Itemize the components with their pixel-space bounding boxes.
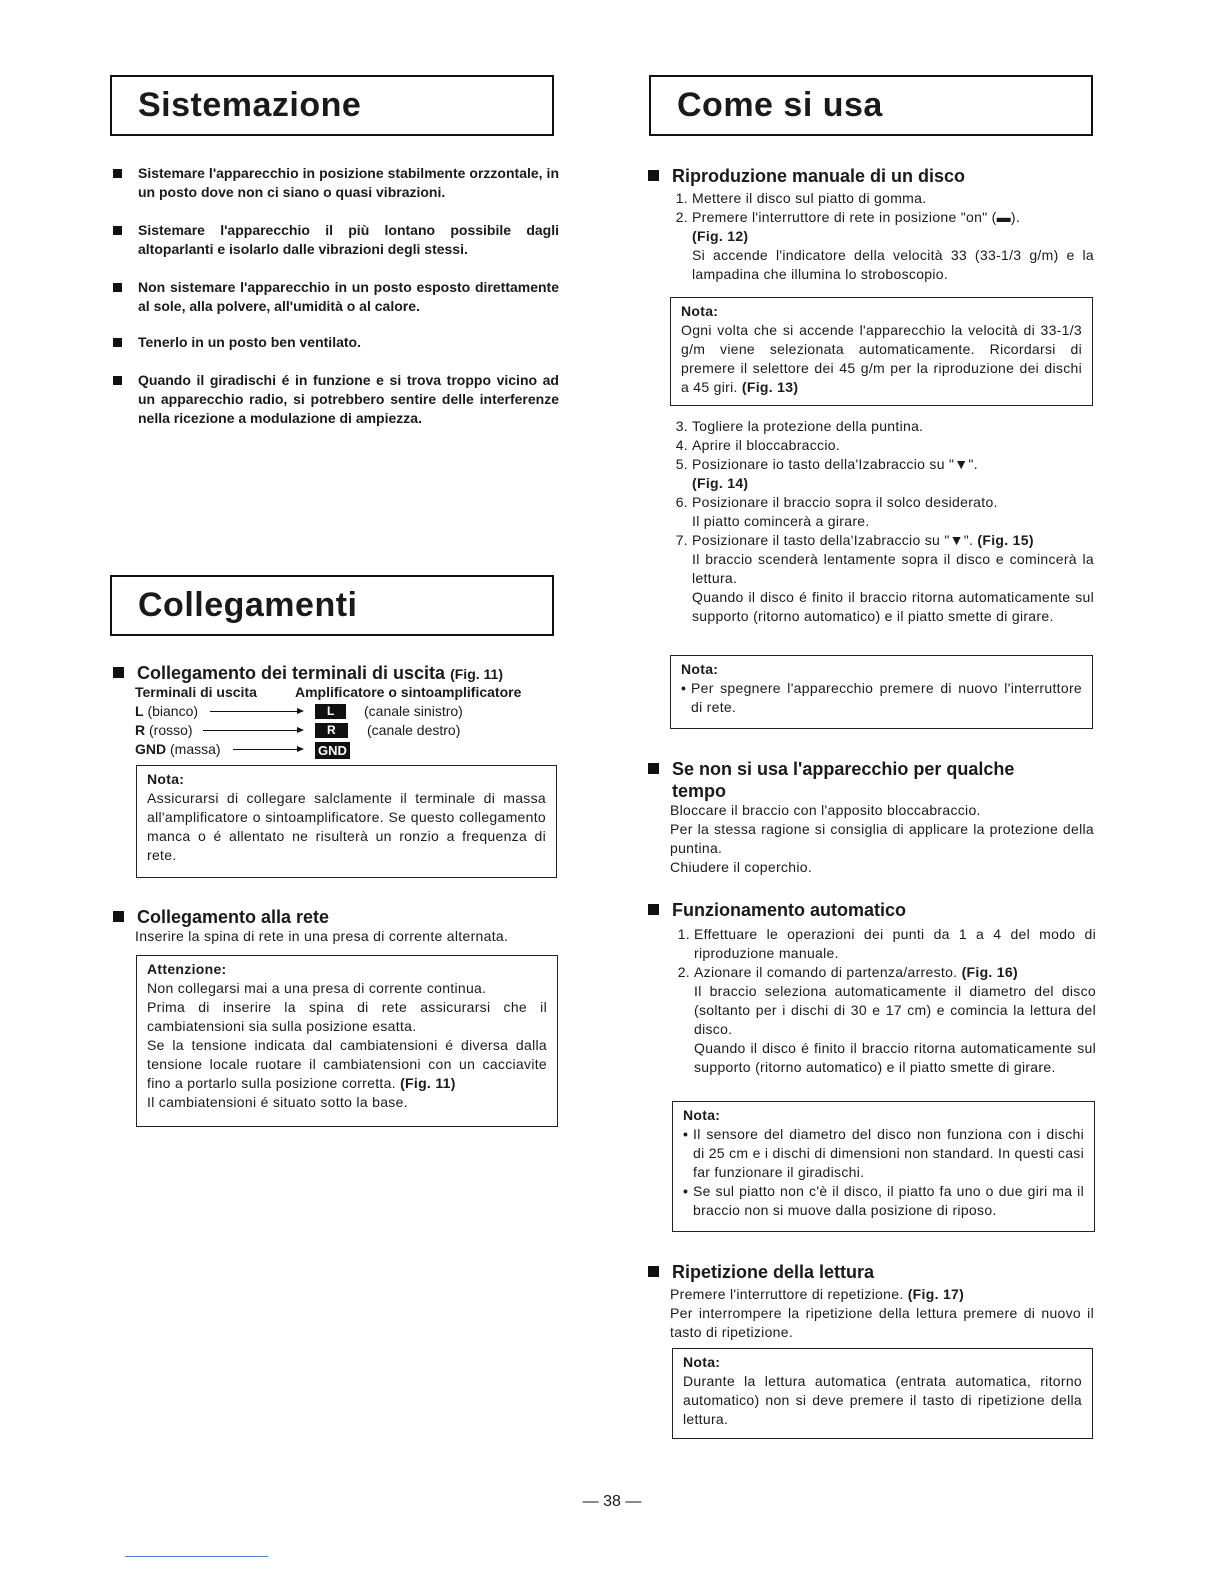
channel-tag: L (315, 704, 346, 719)
square-bullet-icon (648, 904, 659, 915)
nonuso-text: Bloccare il braccio con l'apposito bloccabraccio. Per la stessa ragione si consiglia di applicare la protezione della puntina. Chiudere il coperchio. (670, 802, 1094, 875)
note-box: Nota: Durante la lettura automatica (entrata automatica, ritorno automatico) non si deve premere il tasto di ripetizione della lettura. (672, 1348, 1093, 1439)
bullet-item: Sistemare l'apparecchio in posizione stabilmente orzzontale, in un posto dove non ci siano o quasi vibrazioni. (113, 164, 559, 204)
square-bullet-icon (648, 1266, 659, 1277)
arrow-icon (233, 749, 302, 750)
square-bullet-icon (113, 338, 122, 347)
come-si-usa-title: Come si usa (677, 86, 883, 124)
square-bullet-icon (648, 763, 659, 774)
col-header-terminali: Terminali di uscita (135, 684, 257, 700)
square-bullet-icon (113, 283, 122, 292)
footer-rule (125, 1556, 268, 1557)
bullet-item: Tenerlo in un posto ben ventilato. (113, 333, 559, 353)
subheading-manuale: Riproduzione manuale di un disco (648, 165, 1098, 187)
steps-manuale-a: 1. Mettere il disco sul piatto di gomma. 2. Premere l'interruttore di rete in posizione "on" (▬). (Fig. 12) Si accende l'indicatore della velocità 33 (33-1/3 g/m) e la lampadina che illumina lo stroboscopio. (675, 190, 1094, 282)
arrow-icon (210, 711, 302, 712)
bullet-item: Non sistemare l'apparecchio in un posto esposto direttamente al sole, alla polvere, all'umidità o al calore. (113, 278, 559, 318)
steps-automatico: 1. Effettuare le operazioni dei punti da 1 a 4 del modo di riproduzione manuale. 2. Azionare il comando di partenza/arresto. (Fig. 16) Il braccio seleziona automaticamente il diametro del disco (soltanto per i dischi di 30 e 17 cm) e comincia la lettura del disco. Quando il disco é finito il braccio ritorna automaticamente sul supporto (ritorno automatico) e il piatto smette di girare. (677, 926, 1096, 1075)
subheading-terminali: Collegamento dei terminali di uscita (Fig. 11) (113, 662, 563, 684)
dot-bullet-icon: • (683, 1126, 689, 1142)
arrow-icon (203, 730, 302, 731)
rete-text: Inserire la spina di rete in una presa di corrente alternata. (135, 928, 509, 944)
dot-bullet-icon: • (683, 1183, 689, 1199)
ripetizione-text: Premere l'interruttore di repetizione. (Fig. 17) Per interrompere la ripetizione della lettura premere di nuovo il tasto di ripetizione. (670, 1286, 1094, 1340)
square-bullet-icon (113, 667, 124, 678)
collegamenti-title: Collegamenti (138, 586, 358, 624)
bullet-item: Sistemare l'apparecchio il più lontano possibile dagli altoparlanti e isolarlo dalle vibrazioni degli stessi. (113, 221, 559, 261)
col-header-amplificatore: Amplificatore o sintoamplificatore (295, 684, 522, 700)
note-box: Nota: • Il sensore del diametro del disco non funziona con i dischi di 25 cm e i dischi di dimensioni non standard. In questi casi far funzionare il giradischi. • Se sul piatto non c'è il disco, il piatto fa uno o due giri ma il braccio non si muove dalla posizione di riposo. (672, 1101, 1095, 1232)
note-box: Nota: Ogni volta che si accende l'apparecchio la velocità di 33-1/3 g/m viene selezionata automaticamente. Ricordarsi di premere il selettore dei 45 g/m per la riproduzione dei dischi a 45 giri. (Fig. 13) (670, 297, 1093, 406)
subheading-ripetizione: Ripetizione della lettura (648, 1261, 1098, 1283)
connection-row: GND (massa) GND (135, 740, 565, 759)
note-box: Nota: • Per spegnere l'apparecchio premere di nuovo l'interruttore di rete. (670, 655, 1093, 729)
square-bullet-icon (113, 226, 122, 235)
subheading-rete: Collegamento alla rete (113, 906, 563, 928)
square-bullet-icon (648, 170, 659, 181)
channel-tag: R (315, 723, 348, 738)
bullet-item: Quando il giradischi é in funzione e si trova troppo vicino ad un apparecchio radio, si potrebbero sentire delle interferenze nella ricezione a modulazione di ampiezza. (113, 371, 559, 431)
square-bullet-icon (113, 376, 122, 385)
sistemazione-title: Sistemazione (138, 86, 362, 124)
subheading-automatico: Funzionamento automatico (648, 899, 1098, 921)
attenzione-box: Attenzione: Non collegarsi mai a una presa di corrente continua. Prima di inserire la spina di rete assicurarsi che il cambiatensioni sia sulla posizione esatta. Se la tensione indicata dal cambiatensioni é diversa dalla tensione locale ruotare il cambiatensioni con un cacciavite fino a portarlo sulla posizione corretta. (Fig. 11) Il cambiatensioni é situato sotto la base. (136, 955, 558, 1127)
section-title-come-si-usa (649, 75, 1093, 136)
connection-row: L (bianco) L (canale sinistro) (135, 703, 463, 719)
steps-manuale-b: 3. Togliere la protezione della puntina. 4. Aprire il bloccabraccio. 5. Posizionare io tasto della'Izabraccio su "▼". (Fig. 14) 6. Posizionare il braccio sopra il solco desiderato. Il piatto comincerà a girare. 7. Posizionare il tasto della'Izabraccio su "▼". (Fig. 15) Il braccio scenderà lentamente sopra il disco e comincerà la lettura. Quando il disco é finito il braccio ritorna automaticamente sul supporto (ritorno automatico) e il piatto smette di girare. (675, 418, 1094, 624)
dot-bullet-icon: • (681, 680, 687, 696)
connection-row: R (rosso) R (canale destro) (135, 722, 461, 738)
square-bullet-icon (113, 911, 124, 922)
subheading-nonuso: Se non si usa l'apparecchio per qualche tempo (648, 758, 1068, 802)
section-title-collegamenti (110, 575, 554, 636)
square-bullet-icon (113, 169, 122, 178)
note-box: Nota: Assicurarsi di collegare salclamente il terminale di massa all'amplificatore o sintoamplificatore. Se questo collegamento manca o é allentato ne risulterà un ronzio a frequenza di rete. (136, 765, 557, 878)
page-number: — 38 — (582, 1493, 642, 1510)
channel-tag: GND (315, 742, 350, 759)
connection-table (135, 683, 565, 763)
section-title-sistemazione (110, 75, 554, 136)
